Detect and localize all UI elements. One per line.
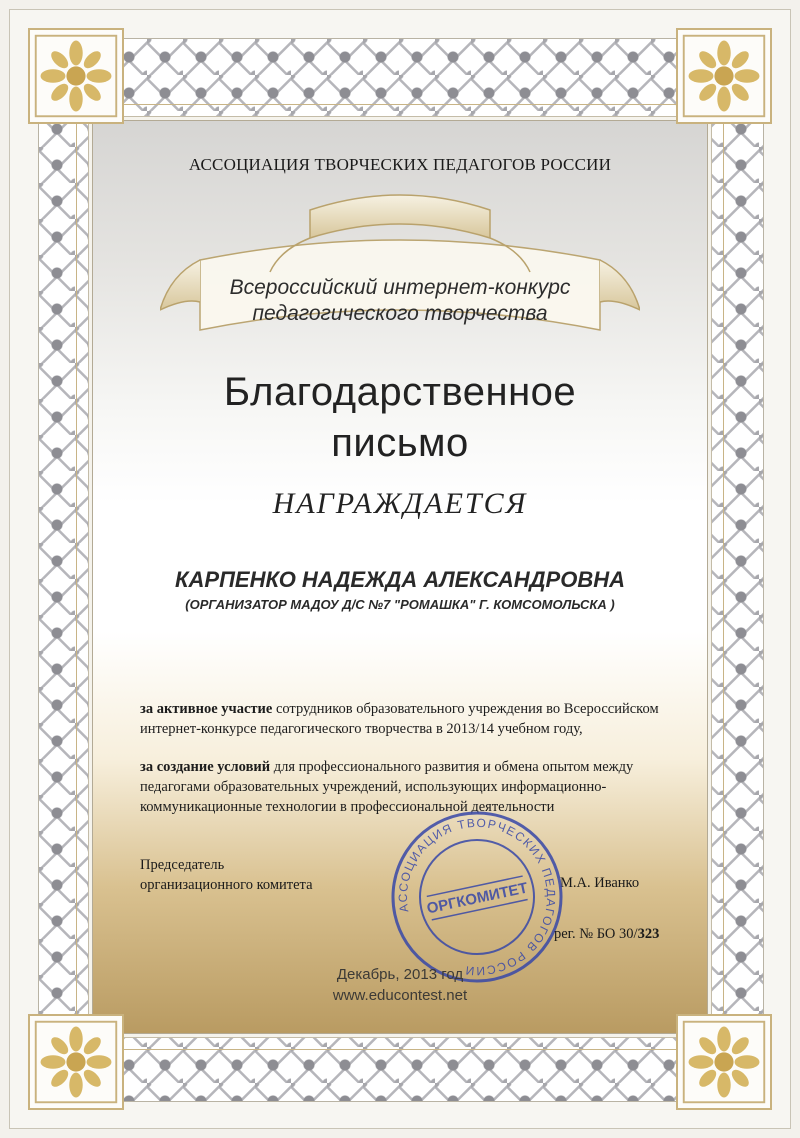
body-paragraph-2 <box>140 757 665 817</box>
registration-number <box>554 926 659 943</box>
paragraph-2-text: для профессионального развития и обмена опытом между педагогами образовательных учреждений, использующих информационно-коммуникационные технологии в профессиональной деятельности <box>140 759 634 815</box>
document-title-line1: Благодарственное <box>223 370 577 414</box>
recipient-name: КАРПЕНКО НАДЕЖДА АЛЕКСАНДРОВНА <box>174 567 625 592</box>
body-paragraph-1 <box>140 699 665 739</box>
corner-ornament-icon <box>676 28 772 124</box>
paragraph-1-text: сотрудников образовательного учреждения во Всероссийском интернет-конкурсе педагогического творчества в 2013/14 учебном году, <box>140 701 659 737</box>
signatory-title <box>140 855 313 895</box>
paragraph-2-bold: за создание условий <box>140 759 271 775</box>
awarded-label: НАГРАЖДАЕТСЯ <box>272 487 528 520</box>
corner-ornament-icon <box>28 1014 124 1110</box>
corner-ornament-icon <box>28 28 124 124</box>
signatory-name: М.А. Иванко <box>560 875 640 891</box>
contest-name-line1: Всероссийский интернет-конкурс <box>229 276 571 299</box>
signatory-title-line2: организационного комитета <box>140 877 313 893</box>
signatory-title-line1: Председатель <box>140 857 225 873</box>
recipient-position: (ОРГАНИЗАТОР МАДОУ Д/С №7 "РОМАШКА" Г. КОМСОМОЛЬСКА ) <box>185 597 615 612</box>
document-title-line2: письмо <box>331 421 469 465</box>
paragraph-1-bold: за активное участие <box>140 701 273 717</box>
website-link[interactable]: www.educontest.net <box>332 987 468 1004</box>
issue-date: Декабрь, 2013 год <box>336 966 464 983</box>
svg-text:АССОЦИАЦИЯ ТВОРЧЕСКИХ ПЕДАГОГО: АССОЦИАЦИЯ ТВОРЧЕСКИХ ПЕДАГОГОВ РОССИИ <box>395 815 559 979</box>
registration-number-value: 323 <box>637 926 660 942</box>
organization-title: АССОЦИАЦИЯ ТВОРЧЕСКИХ ПЕДАГОГОВ РОССИИ <box>188 155 612 174</box>
corner-ornament-icon <box>676 1014 772 1110</box>
svg-text:ОРГКОМИТЕТ: ОРГКОМИТЕТ <box>425 879 530 918</box>
contest-name-line2: педагогического творчества <box>252 302 548 325</box>
registration-prefix: рег. № БО 30/ <box>554 926 638 942</box>
